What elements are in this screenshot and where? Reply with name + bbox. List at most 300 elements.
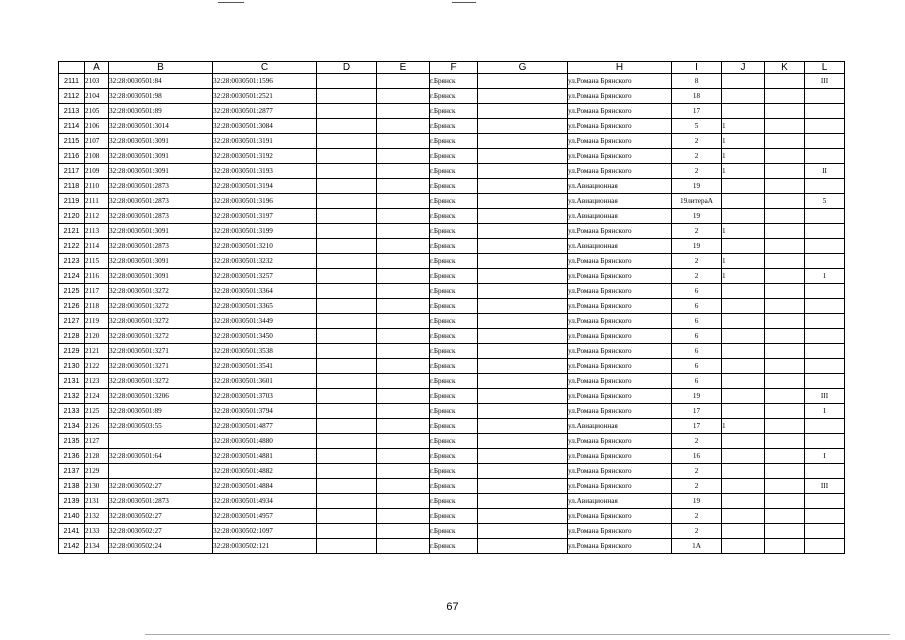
cell-k[interactable] — [765, 119, 805, 134]
cell-i[interactable]: 6 — [672, 359, 722, 374]
cell-c[interactable]: 32:28:0030501:3541 — [213, 359, 317, 374]
cell-h[interactable]: ул.Романа Брянского — [568, 509, 672, 524]
cell-c[interactable]: 32:28:0030501:3196 — [213, 194, 317, 209]
cell-e[interactable] — [377, 434, 430, 449]
cell-i[interactable]: 6 — [672, 284, 722, 299]
cell-k[interactable] — [765, 104, 805, 119]
row-number[interactable]: 2117 — [59, 164, 85, 179]
cell-j[interactable]: 1 — [722, 269, 765, 284]
cell-j[interactable] — [722, 179, 765, 194]
cell-f[interactable]: г.Брянск — [430, 389, 478, 404]
cell-b[interactable]: 32:28:0030502:27 — [109, 509, 213, 524]
cell-a[interactable]: 2110 — [85, 179, 109, 194]
cell-l[interactable]: I — [805, 404, 845, 419]
cell-h[interactable]: ул.Авиационная — [568, 419, 672, 434]
cell-c[interactable]: 32:28:0030501:4934 — [213, 494, 317, 509]
cell-b[interactable]: 32:28:0030501:2873 — [109, 179, 213, 194]
cell-l[interactable] — [805, 314, 845, 329]
cell-f[interactable]: г.Брянск — [430, 404, 478, 419]
cell-a[interactable]: 2109 — [85, 164, 109, 179]
cell-i[interactable]: 19литераА — [672, 194, 722, 209]
cell-j[interactable] — [722, 299, 765, 314]
cell-g[interactable] — [478, 89, 568, 104]
row-number[interactable]: 2132 — [59, 389, 85, 404]
cell-d[interactable] — [317, 434, 377, 449]
cell-j[interactable] — [722, 194, 765, 209]
cell-k[interactable] — [765, 464, 805, 479]
cell-h[interactable]: ул.Романа Брянского — [568, 404, 672, 419]
cell-c[interactable]: 32:28:0030501:3197 — [213, 209, 317, 224]
cell-l[interactable] — [805, 104, 845, 119]
cell-d[interactable] — [317, 404, 377, 419]
cell-g[interactable] — [478, 104, 568, 119]
cell-b[interactable]: 32:28:0030501:89 — [109, 404, 213, 419]
cell-d[interactable] — [317, 284, 377, 299]
cell-d[interactable] — [317, 494, 377, 509]
cell-a[interactable]: 2132 — [85, 509, 109, 524]
cell-j[interactable]: 1 — [722, 119, 765, 134]
cell-c[interactable]: 32:28:0030501:4877 — [213, 419, 317, 434]
cell-h[interactable]: ул.Романа Брянского — [568, 464, 672, 479]
cell-a[interactable]: 2104 — [85, 89, 109, 104]
cell-a[interactable]: 2113 — [85, 224, 109, 239]
cell-k[interactable] — [765, 74, 805, 89]
cell-i[interactable]: 6 — [672, 314, 722, 329]
cell-a[interactable]: 2112 — [85, 209, 109, 224]
column-header-b[interactable]: B — [109, 62, 213, 74]
cell-l[interactable] — [805, 89, 845, 104]
cell-d[interactable] — [317, 179, 377, 194]
cell-b[interactable]: 32:28:0030501:3091 — [109, 224, 213, 239]
cell-h[interactable]: ул.Романа Брянского — [568, 164, 672, 179]
cell-f[interactable]: г.Брянск — [430, 134, 478, 149]
cell-f[interactable]: г.Брянск — [430, 299, 478, 314]
cell-a[interactable]: 2121 — [85, 344, 109, 359]
cell-l[interactable] — [805, 374, 845, 389]
cell-h[interactable]: ул.Романа Брянского — [568, 479, 672, 494]
cell-c[interactable]: 32:28:0030501:4957 — [213, 509, 317, 524]
cell-i[interactable]: 8 — [672, 74, 722, 89]
cell-e[interactable] — [377, 134, 430, 149]
cell-a[interactable]: 2105 — [85, 104, 109, 119]
row-number[interactable]: 2140 — [59, 509, 85, 524]
cell-c[interactable]: 32:28:0030501:2521 — [213, 89, 317, 104]
cell-b[interactable]: 32:28:0030501:3271 — [109, 359, 213, 374]
cell-d[interactable] — [317, 344, 377, 359]
cell-j[interactable] — [722, 449, 765, 464]
cell-h[interactable]: ул.Авиационная — [568, 239, 672, 254]
cell-d[interactable] — [317, 254, 377, 269]
cell-h[interactable]: ул.Авиационная — [568, 179, 672, 194]
cell-e[interactable] — [377, 539, 430, 554]
cell-d[interactable] — [317, 104, 377, 119]
cell-k[interactable] — [765, 374, 805, 389]
cell-b[interactable]: 32:28:0030501:84 — [109, 74, 213, 89]
row-number[interactable]: 2133 — [59, 404, 85, 419]
cell-l[interactable] — [805, 299, 845, 314]
cell-f[interactable]: г.Брянск — [430, 149, 478, 164]
cell-b[interactable]: 32:28:0030501:3014 — [109, 119, 213, 134]
cell-l[interactable] — [805, 494, 845, 509]
cell-d[interactable] — [317, 329, 377, 344]
cell-d[interactable] — [317, 509, 377, 524]
cell-i[interactable]: 2 — [672, 434, 722, 449]
cell-k[interactable] — [765, 509, 805, 524]
cell-k[interactable] — [765, 419, 805, 434]
cell-a[interactable]: 2118 — [85, 299, 109, 314]
row-number[interactable]: 2129 — [59, 344, 85, 359]
row-number[interactable]: 2130 — [59, 359, 85, 374]
cell-e[interactable] — [377, 119, 430, 134]
cell-b[interactable]: 32:28:0030501:64 — [109, 449, 213, 464]
cell-d[interactable] — [317, 374, 377, 389]
cell-k[interactable] — [765, 314, 805, 329]
cell-g[interactable] — [478, 119, 568, 134]
cell-d[interactable] — [317, 149, 377, 164]
cell-g[interactable] — [478, 74, 568, 89]
cell-k[interactable] — [765, 434, 805, 449]
cell-d[interactable] — [317, 299, 377, 314]
row-number[interactable]: 2134 — [59, 419, 85, 434]
cell-l[interactable] — [805, 209, 845, 224]
column-header-e[interactable]: E — [377, 62, 430, 74]
row-number[interactable]: 2142 — [59, 539, 85, 554]
cell-b[interactable]: 32:28:0030501:3091 — [109, 134, 213, 149]
cell-c[interactable]: 32:28:0030501:3364 — [213, 284, 317, 299]
cell-b[interactable]: 32:28:0030501:3271 — [109, 344, 213, 359]
cell-l[interactable] — [805, 284, 845, 299]
cell-b[interactable]: 32:28:0030501:3272 — [109, 314, 213, 329]
cell-b[interactable]: 32:28:0030501:3272 — [109, 299, 213, 314]
cell-b[interactable]: 32:28:0030501:3091 — [109, 254, 213, 269]
cell-e[interactable] — [377, 179, 430, 194]
cell-h[interactable]: ул.Романа Брянского — [568, 119, 672, 134]
cell-d[interactable] — [317, 449, 377, 464]
cell-d[interactable] — [317, 464, 377, 479]
cell-j[interactable]: 1 — [722, 419, 765, 434]
cell-l[interactable] — [805, 509, 845, 524]
cell-i[interactable]: 2 — [672, 524, 722, 539]
row-number[interactable]: 2112 — [59, 89, 85, 104]
cell-c[interactable]: 32:28:0030501:3703 — [213, 389, 317, 404]
cell-j[interactable] — [722, 314, 765, 329]
cell-k[interactable] — [765, 89, 805, 104]
row-number[interactable]: 2118 — [59, 179, 85, 194]
cell-h[interactable]: ул.Романа Брянского — [568, 269, 672, 284]
cell-a[interactable]: 2114 — [85, 239, 109, 254]
cell-h[interactable]: ул.Романа Брянского — [568, 149, 672, 164]
row-number[interactable]: 2125 — [59, 284, 85, 299]
cell-h[interactable]: ул.Романа Брянского — [568, 539, 672, 554]
cell-i[interactable]: 2 — [672, 224, 722, 239]
cell-g[interactable] — [478, 344, 568, 359]
cell-d[interactable] — [317, 119, 377, 134]
cell-c[interactable]: 32:28:0030501:3601 — [213, 374, 317, 389]
cell-i[interactable]: 19 — [672, 209, 722, 224]
cell-a[interactable]: 2103 — [85, 74, 109, 89]
cell-l[interactable]: II — [805, 164, 845, 179]
cell-g[interactable] — [478, 479, 568, 494]
cell-d[interactable] — [317, 269, 377, 284]
cell-c[interactable]: 32:28:0030501:3232 — [213, 254, 317, 269]
cell-l[interactable] — [805, 179, 845, 194]
cell-g[interactable] — [478, 254, 568, 269]
corner-header[interactable] — [59, 62, 85, 74]
cell-b[interactable] — [109, 434, 213, 449]
cell-f[interactable]: г.Брянск — [430, 524, 478, 539]
cell-g[interactable] — [478, 164, 568, 179]
cell-g[interactable] — [478, 194, 568, 209]
cell-k[interactable] — [765, 449, 805, 464]
cell-e[interactable] — [377, 194, 430, 209]
cell-j[interactable] — [722, 539, 765, 554]
cell-l[interactable] — [805, 149, 845, 164]
cell-c[interactable]: 32:28:0030501:3538 — [213, 344, 317, 359]
cell-d[interactable] — [317, 224, 377, 239]
cell-a[interactable]: 2106 — [85, 119, 109, 134]
row-number[interactable]: 2124 — [59, 269, 85, 284]
cell-i[interactable]: 18 — [672, 89, 722, 104]
cell-f[interactable]: г.Брянск — [430, 74, 478, 89]
cell-c[interactable]: 32:28:0030501:4884 — [213, 479, 317, 494]
cell-g[interactable] — [478, 299, 568, 314]
cell-k[interactable] — [765, 359, 805, 374]
cell-k[interactable] — [765, 284, 805, 299]
cell-h[interactable]: ул.Романа Брянского — [568, 434, 672, 449]
cell-a[interactable]: 2107 — [85, 134, 109, 149]
cell-g[interactable] — [478, 449, 568, 464]
cell-g[interactable] — [478, 209, 568, 224]
cell-c[interactable]: 32:28:0030501:3194 — [213, 179, 317, 194]
cell-e[interactable] — [377, 509, 430, 524]
cell-a[interactable]: 2127 — [85, 434, 109, 449]
cell-i[interactable]: 17 — [672, 419, 722, 434]
cell-i[interactable]: 6 — [672, 299, 722, 314]
cell-j[interactable] — [722, 284, 765, 299]
cell-f[interactable]: г.Брянск — [430, 164, 478, 179]
cell-g[interactable] — [478, 389, 568, 404]
cell-a[interactable]: 2108 — [85, 149, 109, 164]
row-number[interactable]: 2116 — [59, 149, 85, 164]
cell-j[interactable] — [722, 359, 765, 374]
row-number[interactable]: 2137 — [59, 464, 85, 479]
cell-f[interactable]: г.Брянск — [430, 494, 478, 509]
cell-c[interactable]: 32:28:0030501:4881 — [213, 449, 317, 464]
cell-i[interactable]: 16 — [672, 449, 722, 464]
cell-h[interactable]: ул.Романа Брянского — [568, 449, 672, 464]
cell-f[interactable]: г.Брянск — [430, 464, 478, 479]
cell-b[interactable]: 32:28:0030502:24 — [109, 539, 213, 554]
row-number[interactable]: 2131 — [59, 374, 85, 389]
cell-l[interactable] — [805, 434, 845, 449]
cell-a[interactable]: 2122 — [85, 359, 109, 374]
cell-e[interactable] — [377, 389, 430, 404]
row-number[interactable]: 2114 — [59, 119, 85, 134]
cell-c[interactable]: 32:28:0030501:3450 — [213, 329, 317, 344]
cell-b[interactable] — [109, 464, 213, 479]
cell-e[interactable] — [377, 269, 430, 284]
cell-j[interactable] — [722, 329, 765, 344]
cell-j[interactable]: 1 — [722, 149, 765, 164]
cell-l[interactable] — [805, 464, 845, 479]
cell-l[interactable] — [805, 359, 845, 374]
cell-a[interactable]: 2126 — [85, 419, 109, 434]
cell-k[interactable] — [765, 404, 805, 419]
cell-i[interactable]: 19 — [672, 239, 722, 254]
cell-e[interactable] — [377, 284, 430, 299]
cell-a[interactable]: 2120 — [85, 329, 109, 344]
cell-f[interactable]: г.Брянск — [430, 179, 478, 194]
cell-j[interactable] — [722, 524, 765, 539]
cell-e[interactable] — [377, 209, 430, 224]
cell-e[interactable] — [377, 89, 430, 104]
cell-e[interactable] — [377, 464, 430, 479]
cell-a[interactable]: 2128 — [85, 449, 109, 464]
cell-h[interactable]: ул.Авиационная — [568, 194, 672, 209]
cell-d[interactable] — [317, 479, 377, 494]
cell-f[interactable]: г.Брянск — [430, 119, 478, 134]
cell-i[interactable]: 19 — [672, 494, 722, 509]
cell-i[interactable]: 2 — [672, 149, 722, 164]
cell-e[interactable] — [377, 359, 430, 374]
cell-d[interactable] — [317, 89, 377, 104]
cell-k[interactable] — [765, 224, 805, 239]
cell-l[interactable] — [805, 134, 845, 149]
cell-b[interactable]: 32:28:0030501:3272 — [109, 284, 213, 299]
cell-e[interactable] — [377, 329, 430, 344]
cell-g[interactable] — [478, 134, 568, 149]
column-header-a[interactable]: A — [85, 62, 109, 74]
cell-d[interactable] — [317, 209, 377, 224]
cell-e[interactable] — [377, 104, 430, 119]
cell-j[interactable] — [722, 464, 765, 479]
cell-l[interactable] — [805, 119, 845, 134]
cell-k[interactable] — [765, 239, 805, 254]
cell-f[interactable]: г.Брянск — [430, 269, 478, 284]
cell-h[interactable]: ул.Авиационная — [568, 209, 672, 224]
cell-e[interactable] — [377, 419, 430, 434]
cell-c[interactable]: 32:28:0030501:3084 — [213, 119, 317, 134]
cell-a[interactable]: 2131 — [85, 494, 109, 509]
cell-h[interactable]: ул.Романа Брянского — [568, 314, 672, 329]
cell-a[interactable]: 2123 — [85, 374, 109, 389]
cell-e[interactable] — [377, 164, 430, 179]
cell-g[interactable] — [478, 539, 568, 554]
cell-k[interactable] — [765, 524, 805, 539]
cell-e[interactable] — [377, 224, 430, 239]
cell-e[interactable] — [377, 494, 430, 509]
cell-i[interactable]: 2 — [672, 134, 722, 149]
cell-l[interactable]: III — [805, 479, 845, 494]
row-number[interactable]: 2126 — [59, 299, 85, 314]
column-header-c[interactable]: C — [213, 62, 317, 74]
cell-h[interactable]: ул.Романа Брянского — [568, 134, 672, 149]
cell-i[interactable]: 17 — [672, 404, 722, 419]
cell-k[interactable] — [765, 479, 805, 494]
cell-l[interactable]: III — [805, 389, 845, 404]
cell-f[interactable]: г.Брянск — [430, 239, 478, 254]
cell-j[interactable] — [722, 89, 765, 104]
cell-g[interactable] — [478, 149, 568, 164]
cell-a[interactable]: 2115 — [85, 254, 109, 269]
cell-k[interactable] — [765, 329, 805, 344]
row-number[interactable]: 2115 — [59, 134, 85, 149]
cell-b[interactable]: 32:28:0030501:89 — [109, 104, 213, 119]
cell-k[interactable] — [765, 389, 805, 404]
cell-i[interactable]: 17 — [672, 104, 722, 119]
cell-e[interactable] — [377, 149, 430, 164]
cell-l[interactable]: III — [805, 74, 845, 89]
cell-a[interactable]: 2133 — [85, 524, 109, 539]
cell-g[interactable] — [478, 464, 568, 479]
cell-l[interactable] — [805, 329, 845, 344]
cell-g[interactable] — [478, 239, 568, 254]
cell-j[interactable] — [722, 74, 765, 89]
cell-d[interactable] — [317, 419, 377, 434]
cell-b[interactable]: 32:28:0030501:2873 — [109, 194, 213, 209]
cell-g[interactable] — [478, 404, 568, 419]
row-number[interactable]: 2141 — [59, 524, 85, 539]
cell-d[interactable] — [317, 359, 377, 374]
cell-f[interactable]: г.Брянск — [430, 194, 478, 209]
cell-l[interactable] — [805, 539, 845, 554]
cell-j[interactable] — [722, 404, 765, 419]
cell-i[interactable]: 2 — [672, 269, 722, 284]
cell-f[interactable]: г.Брянск — [430, 314, 478, 329]
cell-l[interactable] — [805, 524, 845, 539]
cell-h[interactable]: ул.Романа Брянского — [568, 344, 672, 359]
column-header-l[interactable]: L — [805, 62, 845, 74]
cell-j[interactable]: 1 — [722, 164, 765, 179]
cell-g[interactable] — [478, 329, 568, 344]
cell-l[interactable] — [805, 224, 845, 239]
cell-i[interactable]: 2 — [672, 464, 722, 479]
cell-g[interactable] — [478, 179, 568, 194]
cell-b[interactable]: 32:28:0030501:3091 — [109, 164, 213, 179]
cell-k[interactable] — [765, 344, 805, 359]
cell-e[interactable] — [377, 299, 430, 314]
cell-i[interactable]: 2 — [672, 164, 722, 179]
column-header-h[interactable]: H — [568, 62, 672, 74]
cell-k[interactable] — [765, 149, 805, 164]
cell-f[interactable]: г.Брянск — [430, 224, 478, 239]
cell-d[interactable] — [317, 74, 377, 89]
column-header-j[interactable]: J — [722, 62, 765, 74]
cell-j[interactable] — [722, 344, 765, 359]
cell-d[interactable] — [317, 314, 377, 329]
cell-g[interactable] — [478, 224, 568, 239]
cell-k[interactable] — [765, 179, 805, 194]
cell-f[interactable]: г.Брянск — [430, 209, 478, 224]
cell-d[interactable] — [317, 194, 377, 209]
cell-c[interactable]: 32:28:0030501:3449 — [213, 314, 317, 329]
cell-c[interactable]: 32:28:0030501:3199 — [213, 224, 317, 239]
cell-i[interactable]: 5 — [672, 119, 722, 134]
row-number[interactable]: 2136 — [59, 449, 85, 464]
cell-g[interactable] — [478, 284, 568, 299]
cell-k[interactable] — [765, 209, 805, 224]
cell-g[interactable] — [478, 419, 568, 434]
cell-b[interactable]: 32:28:0030501:3272 — [109, 329, 213, 344]
cell-j[interactable]: 1 — [722, 134, 765, 149]
row-number[interactable]: 2122 — [59, 239, 85, 254]
cell-c[interactable]: 32:28:0030501:3192 — [213, 149, 317, 164]
cell-b[interactable]: 32:28:0030501:3206 — [109, 389, 213, 404]
cell-i[interactable]: 2 — [672, 479, 722, 494]
row-number[interactable]: 2138 — [59, 479, 85, 494]
cell-l[interactable] — [805, 344, 845, 359]
cell-b[interactable]: 32:28:0030501:3091 — [109, 269, 213, 284]
